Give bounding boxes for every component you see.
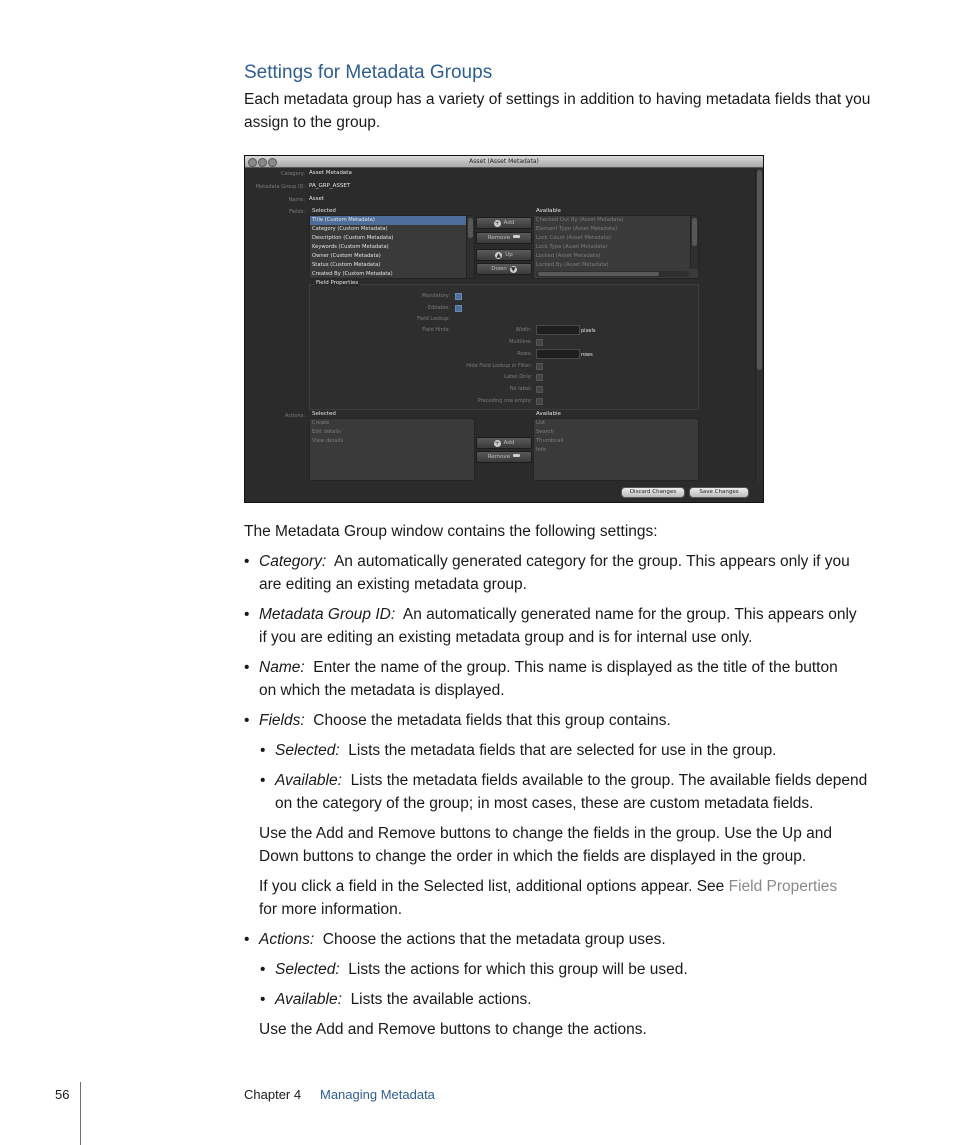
bullet-category: Category: An automatically generated category for the group. This appears only if you	[259, 553, 850, 570]
sub-bullet-selected-actions: Selected: Lists the actions for which this group will be used.	[275, 961, 688, 978]
bullet-dot: •	[260, 772, 266, 789]
available-fields-header: Available	[536, 208, 561, 214]
width-input[interactable]	[536, 325, 580, 335]
arrow-up-icon: ▲	[496, 252, 502, 259]
window-title: Asset (Asset Metadata)	[469, 158, 539, 165]
bullet-fields: Fields: Choose the metadata fields that this group contains.	[259, 712, 671, 729]
fields-label: Fields:	[289, 209, 305, 215]
preceding-row-label: Preceding row empty:	[477, 398, 532, 404]
sub-bullet-available-fields-cont: on the category of the group; in most cases, these are custom metadata fields.	[275, 795, 814, 812]
multiline-label: Multiline:	[509, 339, 532, 345]
plus-icon: +	[494, 440, 500, 447]
bullet-category-cont: are editing an existing metadata group.	[259, 576, 527, 593]
editable-checkbox[interactable]	[455, 305, 462, 312]
list-item[interactable]: Info	[536, 447, 546, 453]
category-label: Category:	[280, 171, 305, 177]
fields-paragraph-1: Use the Add and Remove buttons to change the fields in the group. Use the Up and	[259, 825, 833, 842]
remove-field-button[interactable]: Remove	[476, 232, 532, 244]
summary-paragraph: The Metadata Group window contains the following settings:	[244, 523, 658, 540]
selected-fields-scrollbar[interactable]	[466, 216, 474, 278]
bullet-group-id: Metadata Group ID: An automatically generated name for the group. This appears only	[259, 606, 857, 623]
available-fields-scrollbar[interactable]	[690, 216, 698, 269]
selected-actions-header: Selected	[312, 411, 336, 417]
bullet-dot: •	[244, 931, 250, 948]
bullet-name: Name: Enter the name of the group. This name is displayed as the title of the button	[259, 659, 838, 676]
add-field-button[interactable]: + Add	[476, 217, 532, 229]
save-changes-button[interactable]: Save Changes	[689, 487, 749, 498]
selected-fields-list[interactable]	[309, 208, 475, 279]
list-item[interactable]: Description (Custom Metadata)	[312, 235, 394, 241]
list-item[interactable]: Keywords (Custom Metadata)	[312, 244, 389, 250]
selected-fields-header: Selected	[312, 208, 336, 214]
list-item[interactable]: Thumbnail	[536, 438, 564, 444]
actions-label: Actions:	[285, 413, 305, 419]
sub-bullet-available-fields: Available: Lists the metadata fields available to the group. The available fields depend	[275, 772, 868, 789]
list-item[interactable]: Locked By (Asset Metadata)	[536, 262, 609, 268]
fields-paragraph-1-cont: Down buttons to change the order in which the fields are displayed in the group.	[259, 848, 807, 865]
group-id-label: Metadata Group ID:	[255, 184, 305, 190]
metadata-group-window	[244, 155, 764, 503]
rows-label: Rows:	[517, 351, 532, 357]
list-item[interactable]: List	[536, 420, 546, 426]
footer-chapter-title: Managing Metadata	[320, 1087, 435, 1102]
selected-actions-list[interactable]	[309, 411, 475, 481]
remove-action-button[interactable]: Remove	[476, 451, 532, 463]
plus-icon: +	[494, 220, 500, 227]
bullet-dot: •	[260, 742, 266, 759]
bullet-dot: •	[244, 712, 250, 729]
width-unit: pixels	[581, 328, 596, 334]
field-properties-panel	[309, 280, 699, 410]
list-item[interactable]: Owner (Custom Metadata)	[312, 253, 381, 259]
available-actions-header: Available	[536, 411, 561, 417]
rows-input[interactable]	[536, 349, 580, 359]
editable-label: Editable:	[427, 305, 450, 311]
list-item[interactable]: Edit details	[312, 429, 341, 435]
fields-paragraph-2-cont: for more information.	[259, 901, 402, 918]
bullet-dot: •	[244, 606, 250, 623]
field-lookup-label: Field Lookup:	[417, 316, 450, 322]
bullet-dot: •	[260, 961, 266, 978]
minus-icon	[513, 235, 520, 238]
footer-chapter: Chapter 4	[244, 1087, 302, 1102]
available-fields-hscrollbar[interactable]	[536, 271, 689, 277]
actions-paragraph: Use the Add and Remove buttons to change the actions.	[259, 1021, 647, 1038]
name-label: Name:	[288, 197, 305, 203]
field-properties-title: Field Properties	[316, 280, 359, 286]
no-label-label: No label:	[509, 386, 532, 392]
list-item[interactable]: Created By (Custom Metadata)	[312, 271, 393, 277]
list-item[interactable]: Lock Count (Asset Metadata)	[536, 235, 611, 241]
rows-unit: rows	[581, 352, 593, 358]
window-scrollbar[interactable]	[755, 168, 763, 482]
no-label-checkbox[interactable]	[536, 386, 543, 393]
intro-paragraph: Each metadata group has a variety of settings in addition to having metadata fields that you assign to the group.	[244, 91, 871, 131]
available-fields-list[interactable]	[533, 208, 699, 279]
add-action-button[interactable]: + Add	[476, 437, 532, 449]
bullet-group-id-cont: if you are editing an existing metadata group and is for internal use only.	[259, 629, 753, 646]
hide-lookup-label: Hide Field Lookup in Filter:	[466, 363, 532, 369]
label-only-checkbox[interactable]	[536, 374, 543, 381]
list-item[interactable]: Search	[536, 429, 554, 435]
available-actions-list[interactable]	[533, 411, 699, 481]
discard-changes-button[interactable]: Discard Changes	[621, 487, 685, 498]
list-item[interactable]: Locked (Asset Metadata)	[536, 253, 601, 259]
field-properties-link[interactable]: Field Properties	[728, 878, 838, 895]
list-item[interactable]: Title (Custom Metadata)	[310, 216, 474, 225]
hide-lookup-checkbox[interactable]	[536, 363, 543, 370]
list-item[interactable]: Category (Custom Metadata)	[312, 226, 388, 232]
section-heading: Settings for Metadata Groups	[244, 62, 493, 83]
label-only-label: Label Only:	[504, 374, 532, 380]
bullet-actions: Actions: Choose the actions that the metadata group uses.	[259, 931, 666, 948]
field-hints-label: Field Hints:	[422, 327, 450, 333]
sub-bullet-available-actions: Available: Lists the available actions.	[275, 991, 532, 1008]
page-number: 56	[55, 1087, 70, 1102]
move-down-button[interactable]: Down ▼	[476, 263, 532, 275]
move-up-button[interactable]: ▲ Up	[476, 249, 532, 261]
preceding-row-checkbox[interactable]	[536, 398, 543, 405]
minus-icon	[513, 454, 520, 457]
list-item[interactable]: View details	[312, 438, 344, 444]
list-item[interactable]: Lock Type (Asset Metadata)	[536, 244, 608, 250]
fields-paragraph-2: If you click a field in the Selected list, additional options appear. See Field Properties	[259, 878, 838, 895]
footer-divider	[80, 1082, 81, 1145]
category-value: Asset Metadata	[309, 170, 352, 176]
mandatory-label: Mandatory:	[421, 293, 450, 299]
window-titlebar	[245, 156, 763, 168]
width-label: Width:	[515, 327, 532, 333]
list-item[interactable]: Element Type (Asset Metadata)	[536, 226, 618, 232]
bullet-dot: •	[244, 659, 250, 676]
list-item[interactable]: Status (Custom Metadata)	[312, 262, 381, 268]
group-id-value: PA_GRP_ASSET	[309, 183, 351, 189]
bullet-dot: •	[244, 553, 250, 570]
sub-bullet-selected-fields: Selected: Lists the metadata fields that are selected for use in the group.	[275, 742, 777, 759]
name-field[interactable]: Asset	[309, 196, 325, 202]
list-item[interactable]: Checked Out By (Asset Metadata)	[536, 217, 624, 223]
mandatory-checkbox[interactable]	[455, 293, 462, 300]
multiline-checkbox[interactable]	[536, 339, 543, 346]
bullet-dot: •	[260, 991, 266, 1008]
arrow-down-icon: ▼	[510, 266, 516, 273]
list-item[interactable]: Create	[312, 420, 330, 426]
bullet-name-cont: on which the metadata is displayed.	[259, 682, 505, 699]
